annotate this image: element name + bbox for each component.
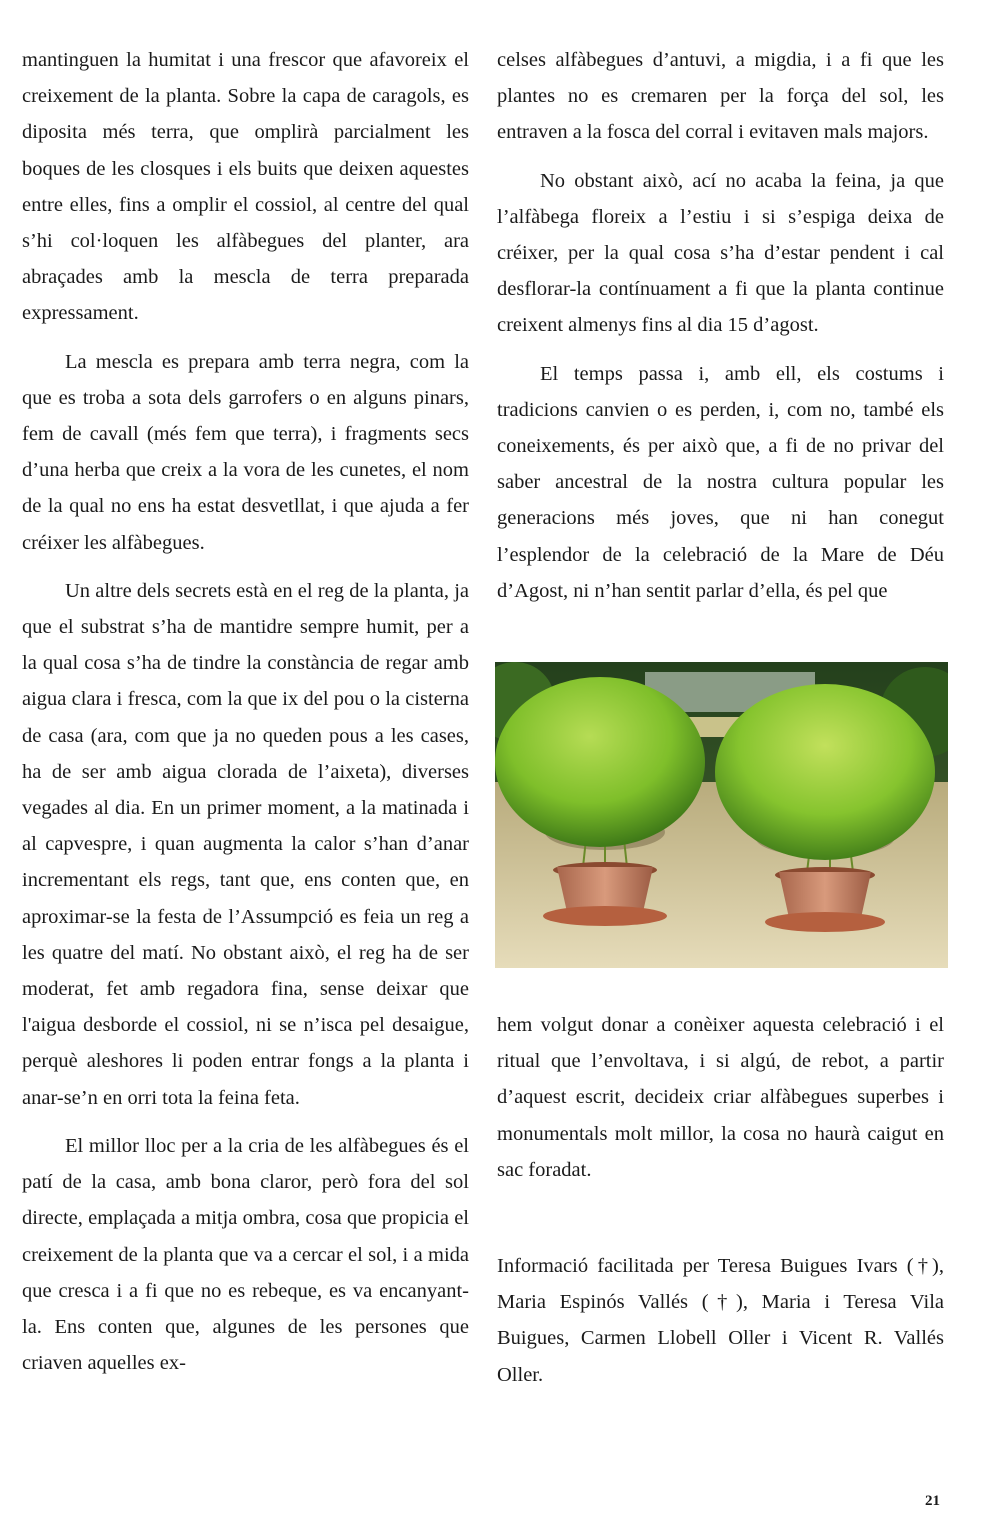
paragraph: hem volgut donar a conèixer aquesta celebració i el ritual que l’envoltava, i si algú, de rebot, a partir d’aquest escrit, decideix criar alfàbegues superbes i monumentals molt millor, la cosa no haurà caigut en sac foradat. (497, 1014, 944, 1181)
page-number: 21 (925, 1493, 940, 1509)
paragraph: El temps passa i, amb ell, els costums i tradicions canvien o es perden, i, com no, també els coneixements, és per això que, a fi de no privar del saber ancestral de la nostra cultura popular les generacions més joves, que ni han conegut l’esplendor de la celebració de la Mare de Déu d’Agost, ni n’han sentit parlar d’ella, és pel que (497, 362, 944, 602)
right-column-bottom (497, 1007, 944, 1393)
left-column (22, 42, 469, 1381)
paragraph: celses alfàbegues d’antuvi, a migdia, i a fi que les plantes no es cremaren per la força del sol, les entraven a la fosca del corral i evitaven mals majors. (497, 49, 944, 144)
paragraph: El millor lloc per a la cria de les alfàbegues és el patí de la casa, amb bona claror, però fora del sol directe, emplaçada a mitja ombra, cosa que propicia el creixement de la planta que va a cercar el sol, i a mida que cresca i a fi que no es rebeque, es va encanyant-la. Ens conten que, algunes de les persones que criaven aquelles ex- (22, 1134, 469, 1375)
credits-paragraph: Informació facilitada per Teresa Buigues Ivars (†), Maria Espinós Vallés (†), Maria i Teresa Vila Buigues, Carmen Llobell Oller i Vicent R. Vallés Oller. (497, 1255, 944, 1386)
paragraph: No obstant això, ací no acaba la feina, ja que l’alfàbega floreix a l’estiu i si s’espiga deixa de créixer, per la qual cosa s’ha d’estar pendent i cal desflorar-la contínuament a fi que la planta continue creixent almenys fins al dia 15 d’agost. (497, 169, 944, 337)
paragraph: Un altre dels secrets està en el reg de la planta, ja que el substrat s’ha de mantidre sempre humit, per a la qual cosa s’ha de tindre la constància de regar amb aigua clara i fresca, com la que ix del pou o la cisterna de casa (ara, com que ja no queden pous a les cases, ha de ser amb aigua clorada de l’aixeta), diverses vegades al dia. En un primer moment, a la matinada i al capvespre, i quan augmenta la calor s’han d’anar incrementant els regs, tant que, ens conten que, en aproximar-se la festa de l’Assumpció es feia un reg a les quatre del matí. No obstant això, el reg ha de ser moderat, fet amb regadora fina, sense deixar que l'aigua desborde el cossiol, ni se n’isca pel desaigue, perquè aleshores li poden entrar fongs a la planta i anar-se’n en orri tota la feina feta. (22, 579, 469, 1109)
paragraph: La mescla es prepara amb terra negra, com la que es troba a sota dels garrofers o en alguns pinars, fem de cavall (més fem que terra), i fragments secs d’una herba que creix a la vora de les cunetes, el nom de la qual no ens ha estat desvetllat, i que ajuda a fer créixer les alfàbegues. (22, 350, 469, 554)
right-column-top (497, 42, 944, 609)
basil-pots-photo (495, 662, 948, 968)
paragraph: mantinguen la humitat i una frescor que afavoreix el creixement de la planta. Sobre la capa de caragols, es diposita més terra, que omplirà parcialment les boques de les closques i els buits que deixen aquestes entre elles, fins a omplir el cossiol, al centre del qual s’hi col·loquen les alfàbegues del planter, ara abraçades amb la mescla de terra preparada expressament. (22, 49, 469, 325)
